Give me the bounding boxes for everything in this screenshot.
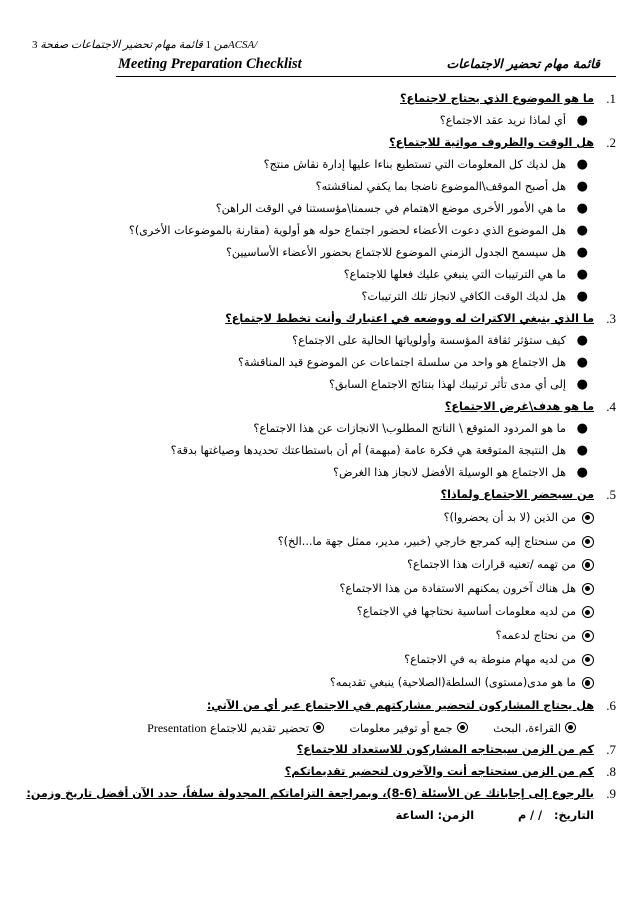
bullet-item bbox=[16, 440, 616, 462]
question-text: ما هو الموضوع الذي يحتاج لاجتماع؟ bbox=[399, 92, 594, 105]
bullet-item bbox=[16, 374, 616, 396]
circle-item bbox=[16, 530, 616, 554]
circle-text: هل هناك آخرون يمكنهم الاستفادة من هذا الاجتماع؟ bbox=[339, 581, 576, 595]
section-question bbox=[16, 695, 616, 717]
section-question bbox=[16, 484, 616, 506]
section-question bbox=[16, 132, 616, 154]
bullet-text: هل لديك كل المعلومات التي تستطيع بناءا عليها إدارة نقاش منتج؟ bbox=[263, 158, 566, 171]
time-label: الزمن: الساعة bbox=[395, 808, 475, 822]
option-text: القراءة، البحث bbox=[493, 721, 561, 735]
section-number: 8. bbox=[606, 763, 616, 779]
title-arabic: قائمة مهام تحضير الاجتماعات bbox=[446, 56, 600, 71]
options-row bbox=[16, 717, 616, 739]
target-circle-icon bbox=[582, 512, 594, 524]
bullet-icon: ● bbox=[576, 113, 588, 128]
bullet-icon: ● bbox=[576, 245, 588, 260]
option-item bbox=[147, 717, 324, 740]
question-text: ما الذي ينبغي الاكتراث له ووضعه في اعتبارك وأنت تخطط لاجتماع؟ bbox=[225, 312, 594, 325]
section-number: 2. bbox=[606, 135, 616, 150]
section-number: 7. bbox=[606, 741, 616, 757]
section-number: 9. bbox=[606, 785, 616, 801]
bullet-item bbox=[16, 198, 616, 220]
header-page-num: 1 bbox=[205, 39, 211, 51]
bullet-text: ما هي الترتيبات التي ينبغي عليك فعلها للاجتماع؟ bbox=[343, 268, 566, 281]
option-text: تحضير تقديم للاجتماع bbox=[210, 721, 309, 735]
bullet-item bbox=[16, 330, 616, 352]
option-text: جمع أو توفير معلومات bbox=[349, 721, 453, 735]
question-text: هل الوقت والظروف مواتية للاجتماع؟ bbox=[389, 136, 594, 149]
header-org: ACSA/ bbox=[228, 39, 258, 51]
target-circle-icon bbox=[582, 559, 594, 571]
target-circle-icon bbox=[457, 722, 468, 733]
circle-text: من نحتاج لدعمه؟ bbox=[495, 628, 576, 642]
question-text: كم من الزمن سيحتاجه المشاركون للاستعداد للاجتماع؟ bbox=[296, 742, 594, 756]
circle-item bbox=[16, 624, 616, 648]
header-total-pages: 3 bbox=[32, 39, 38, 51]
bullet-icon: ● bbox=[576, 201, 588, 216]
section-number: 5. bbox=[606, 487, 616, 502]
circle-text: ما هو مدى(مستوى) السلطة(الصلاحية) ينبغي تقديمه؟ bbox=[329, 676, 576, 690]
section-question bbox=[16, 396, 616, 418]
page-header bbox=[32, 38, 257, 51]
target-circle-icon bbox=[582, 630, 594, 642]
target-circle-icon bbox=[582, 606, 594, 618]
bullet-icon: ● bbox=[576, 289, 588, 304]
target-circle-icon bbox=[582, 677, 594, 689]
question-text: كم من الزمن ستحتاجه أنت والآخرون لتحضير تقديماتكم؟ bbox=[284, 764, 594, 778]
section-number: 3. bbox=[606, 311, 616, 326]
target-circle-icon bbox=[313, 722, 324, 733]
title-english: Meeting Preparation Checklist bbox=[118, 56, 302, 72]
bullet-text: أي لماذا نريد عقد الاجتماع؟ bbox=[439, 114, 566, 127]
target-circle-icon bbox=[582, 583, 594, 595]
bullet-text: كيف ستؤثر ثقافة المؤسسة وأولوياتها الحالية على الاجتماع؟ bbox=[292, 334, 566, 347]
section-question bbox=[16, 739, 616, 761]
bullet-text: هل الاجتماع هو واحد من سلسلة اجتماعات عن الموضوع قيد المناقشة؟ bbox=[238, 356, 566, 369]
bullet-item bbox=[16, 418, 616, 440]
circle-item bbox=[16, 648, 616, 672]
bullet-item bbox=[16, 286, 616, 308]
bullet-item bbox=[16, 264, 616, 286]
bullet-icon: ● bbox=[576, 421, 588, 436]
bullet-item bbox=[16, 352, 616, 374]
option-item bbox=[493, 718, 576, 740]
bullet-item bbox=[16, 462, 616, 484]
section-question bbox=[16, 88, 616, 110]
circle-text: من تهمه /تعنيه قرارات هذا الاجتماع؟ bbox=[407, 558, 576, 572]
bullet-text: هل الاجتماع هو الوسيلة الأفضل لانجاز هذا الغرض؟ bbox=[333, 466, 566, 479]
question-text: ما هو هدف\غرض الاجتماع؟ bbox=[444, 400, 594, 413]
circle-text: من لديه معلومات أساسية نحتاجها في الاجتماع؟ bbox=[356, 605, 576, 619]
bullet-icon: ● bbox=[576, 333, 588, 348]
date-time-row bbox=[16, 805, 616, 827]
bullet-text: هل الموضوع الذي دعوت الأعضاء لحضور اجتماع حوله هو أولوية (مقارنة بالموضوعات الأخرى)؟ bbox=[128, 224, 566, 237]
question-text: بالرجوع إلى إجاباتك عن الأسئلة (6-8)، وبمراجعة التزاماتكم المجدولة سلفاً، حدد الآن أفضل تاريخ وزمن: bbox=[26, 786, 594, 800]
circle-text: من لديه مهام منوطة به في الاجتماع؟ bbox=[404, 652, 576, 666]
bullet-icon: ● bbox=[576, 267, 588, 282]
bullet-item bbox=[16, 220, 616, 242]
circle-item bbox=[16, 577, 616, 601]
section-number: 4. bbox=[606, 399, 616, 414]
circle-item bbox=[16, 671, 616, 695]
bullet-icon: ● bbox=[576, 223, 588, 238]
bullet-icon: ● bbox=[576, 443, 588, 458]
section-question bbox=[16, 783, 616, 805]
target-circle-icon bbox=[565, 722, 576, 733]
question-text: هل يحتاج المشاركون لتحضير مشاركتهم في الاجتماع عبر أي من الآتي: bbox=[206, 698, 594, 712]
bullet-item bbox=[16, 242, 616, 264]
bullet-text: هل النتيجة المتوقعة هي فكرة عامة (مبهمة) أم أن باستطاعتك تحديدها وصياغتها بدقة؟ bbox=[170, 444, 566, 457]
date-blank: / / م bbox=[517, 808, 543, 822]
bullet-icon: ● bbox=[576, 355, 588, 370]
question-text: من سيحضر الاجتماع ولماذا؟ bbox=[440, 488, 594, 501]
bullet-text: هل أصبح الموقف\الموضوع ناضجا بما يكفي لمناقشته؟ bbox=[315, 180, 566, 193]
target-circle-icon bbox=[582, 536, 594, 548]
checklist-content bbox=[16, 88, 616, 827]
bullet-text: هل سيسمح الجدول الزمني الموضوع للاجتماع بحضور الأعضاء الأساسيين؟ bbox=[225, 246, 566, 259]
circle-item bbox=[16, 506, 616, 530]
bullet-item bbox=[16, 110, 616, 132]
date-label: التاريخ: bbox=[554, 808, 594, 822]
bullet-text: ما هو المردود المتوقع \ الناتج المطلوب\ الانجازات عن هذا الاجتماع؟ bbox=[253, 422, 566, 435]
bullet-text: ما هي الأمور الأخرى موضع الاهتمام في جسمنا\مؤسستنا في الوقت الراهن؟ bbox=[215, 202, 566, 215]
circle-text: من الذين (لا بد أن يحضروا)؟ bbox=[443, 511, 576, 524]
circle-text: من سنحتاج إليه كمرجع خارجي (خبير، مدير، ممثل جهة ما...الخ)؟ bbox=[277, 534, 576, 548]
section-number: 6. bbox=[606, 697, 616, 713]
bullet-item bbox=[16, 154, 616, 176]
circle-item bbox=[16, 553, 616, 577]
bullet-text: إلى أي مدى تأثر ترتيبك لهذا بنتائج الاجتماع السابق؟ bbox=[329, 378, 566, 391]
section-question bbox=[16, 761, 616, 783]
bullet-icon: ● bbox=[576, 465, 588, 480]
section-number: 1. bbox=[606, 91, 616, 106]
option-item bbox=[349, 718, 467, 740]
bullet-icon: ● bbox=[576, 157, 588, 172]
bullet-text: هل لديك الوقت الكافي لانجاز تلك الترتيبات؟ bbox=[361, 290, 566, 303]
circle-item bbox=[16, 600, 616, 624]
bullet-icon: ● bbox=[576, 179, 588, 194]
header-of-label: من bbox=[213, 39, 228, 51]
header-page-label: قائمة مهام تحضير الاجتماعات صفحة bbox=[40, 39, 203, 51]
section-question bbox=[16, 308, 616, 330]
bullet-item bbox=[16, 176, 616, 198]
bullet-icon: ● bbox=[576, 377, 588, 392]
option-text-english: Presentation bbox=[147, 720, 207, 735]
title-divider bbox=[116, 76, 616, 77]
title-row bbox=[40, 56, 600, 78]
target-circle-icon bbox=[582, 654, 594, 666]
